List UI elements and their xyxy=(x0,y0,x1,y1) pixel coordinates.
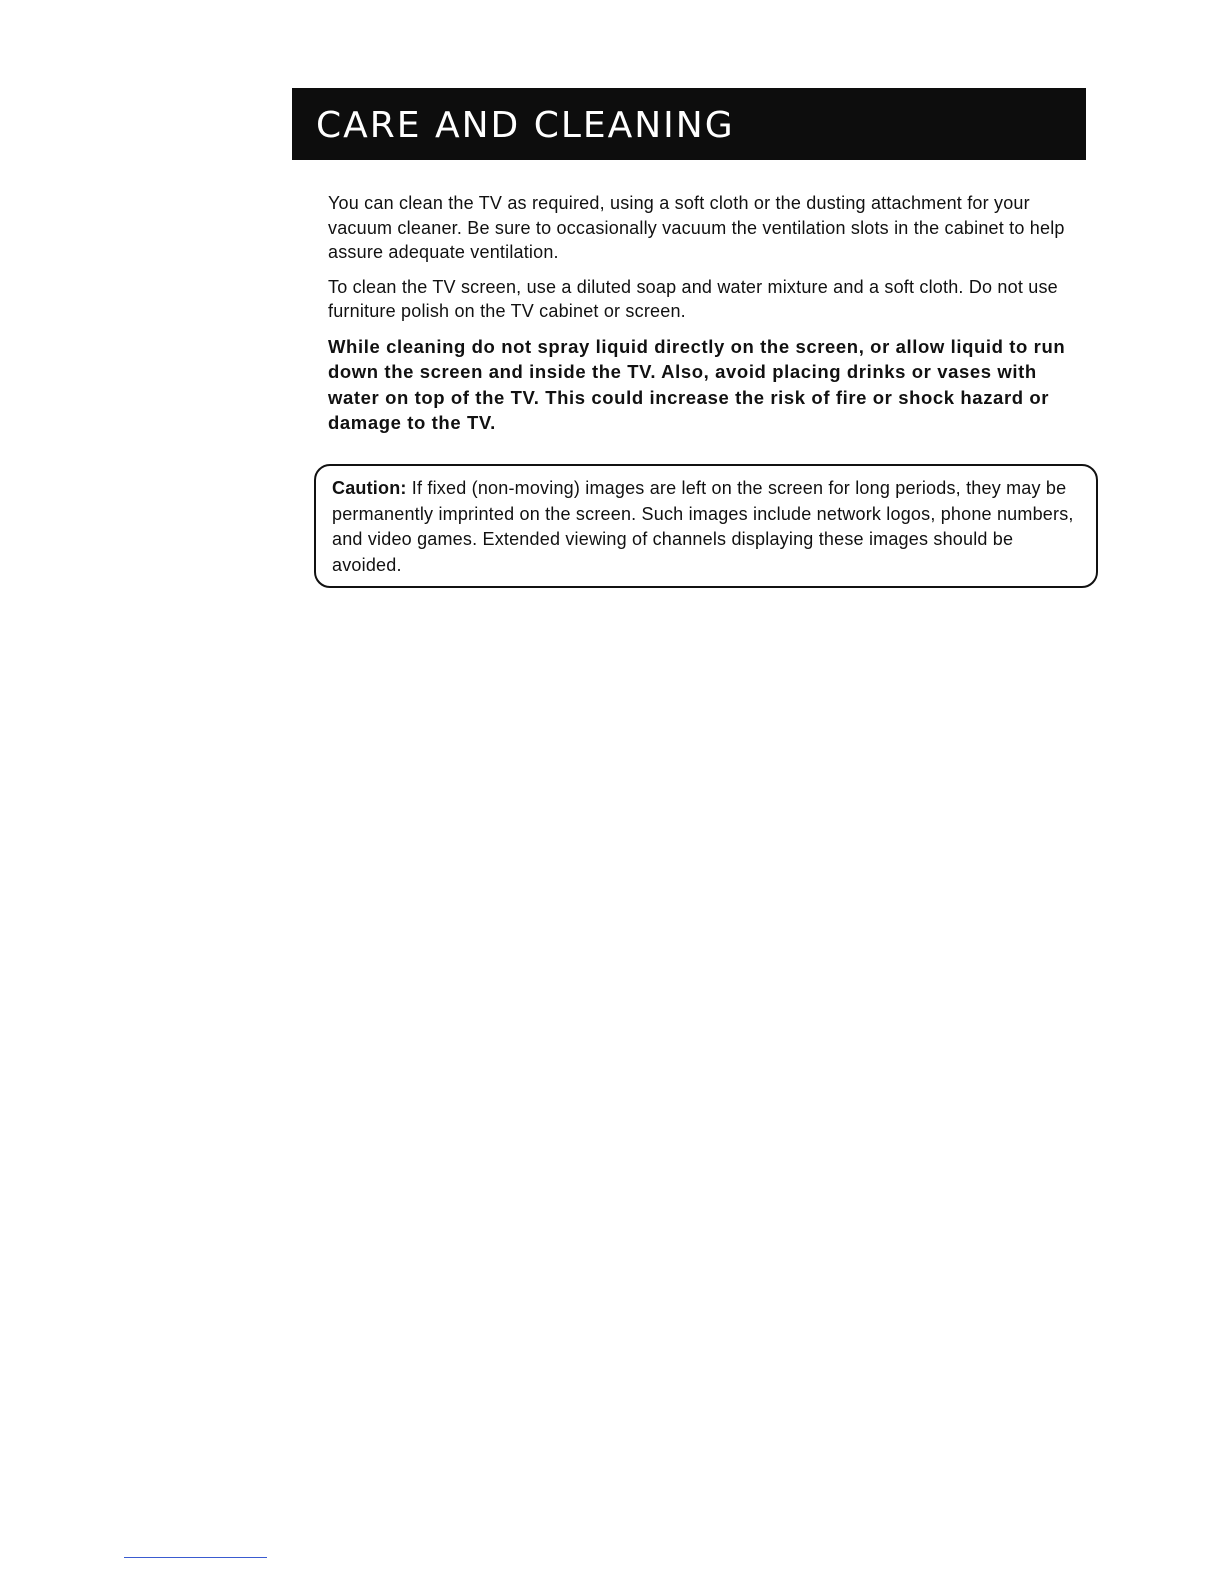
caution-text: If fixed (non-moving) images are left on the screen for long periods, they may be permanently imprinted on the screen. Such images include network logos, phone numbers, and video games. Extended viewing of channels displaying these images should be avoided. xyxy=(332,478,1074,575)
cleaning-paragraph: You can clean the TV as required, using a soft cloth or the dusting attachment for your vacuum cleaner. Be sure to occasionally vacuum the ventilation slots in the cabinet to help assure adequate ventilation. xyxy=(328,193,1065,262)
footer-divider xyxy=(124,1557,267,1558)
body-content xyxy=(328,191,1088,446)
section-title: CARE AND CLEANING xyxy=(316,105,735,146)
caution-box xyxy=(314,464,1098,588)
screen-cleaning-paragraph: To clean the TV screen, use a diluted soap and water mixture and a soft cloth. Do not use furniture polish on the TV cabinet or screen. xyxy=(328,276,1058,321)
caution-label: Caution: xyxy=(332,478,412,498)
section-title-bar xyxy=(292,88,1086,160)
liquid-warning: While cleaning do not spray liquid directly on the screen, or allow liquid to run down the screen and inside the TV. Also, avoid placing drinks or vases with water on top of the TV. This could increase the risk of fire or shock hazard or damage to the TV. xyxy=(328,335,1066,433)
